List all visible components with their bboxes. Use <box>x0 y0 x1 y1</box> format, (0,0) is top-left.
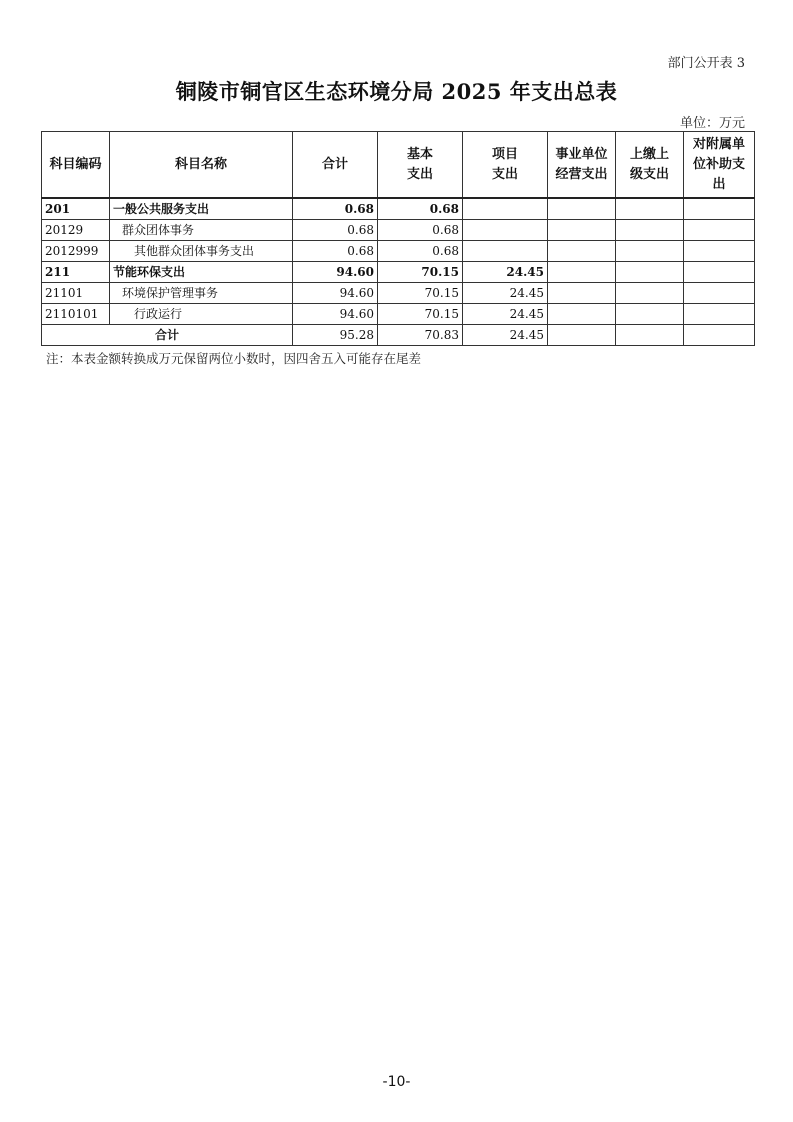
cell-total: 94.60 <box>293 262 378 283</box>
column-header-subsidy: 对附属单 位补助支 出 <box>684 132 755 199</box>
cell-basic: 0.68 <box>378 241 463 262</box>
unit-note: 单位：万元 <box>679 116 745 131</box>
cell-project: 24.45 <box>463 304 548 325</box>
cell-code: 21101 <box>42 283 110 304</box>
cell-name: 其他群众团体事务支出 <box>110 241 293 262</box>
cell-code: 211 <box>42 262 110 283</box>
cell-total: 0.68 <box>293 198 378 220</box>
cell-business <box>548 262 616 283</box>
cell-name: 节能环保支出 <box>110 262 293 283</box>
cell-total: 95.28 <box>293 325 378 346</box>
total-label: 合计 <box>42 325 293 346</box>
expenditure-table <box>41 131 755 346</box>
table-row <box>42 304 755 325</box>
cell-basic: 70.83 <box>378 325 463 346</box>
table-row <box>42 198 755 220</box>
table-row <box>42 262 755 283</box>
footnote: 注：本表金额转换成万元保留两位小数时，因四舍五入可能存在尾差 <box>46 351 422 366</box>
cell-subsidy <box>684 325 755 346</box>
table-header-row <box>42 132 755 199</box>
cell-total: 0.68 <box>293 241 378 262</box>
column-header-name: 科目名称 <box>110 132 293 199</box>
table-total-row <box>42 325 755 346</box>
table-row <box>42 220 755 241</box>
cell-basic: 0.68 <box>378 198 463 220</box>
cell-name: 行政运行 <box>110 304 293 325</box>
cell-project <box>463 198 548 220</box>
cell-basic: 70.15 <box>378 304 463 325</box>
cell-subsidy <box>684 304 755 325</box>
cell-upper <box>616 220 684 241</box>
column-header-business: 事业单位 经营支出 <box>548 132 616 199</box>
cell-basic: 70.15 <box>378 262 463 283</box>
cell-name: 一般公共服务支出 <box>110 198 293 220</box>
cell-business <box>548 283 616 304</box>
cell-upper <box>616 262 684 283</box>
page-number: -10- <box>382 1074 411 1090</box>
cell-business <box>548 198 616 220</box>
cell-total: 94.60 <box>293 304 378 325</box>
table-row <box>42 283 755 304</box>
cell-total: 94.60 <box>293 283 378 304</box>
cell-name: 环境保护管理事务 <box>110 283 293 304</box>
cell-code: 201 <box>42 198 110 220</box>
cell-business <box>548 304 616 325</box>
cell-project: 24.45 <box>463 283 548 304</box>
cell-upper <box>616 325 684 346</box>
cell-basic: 0.68 <box>378 220 463 241</box>
cell-name: 群众团体事务 <box>110 220 293 241</box>
column-header-project: 项目 支出 <box>463 132 548 199</box>
cell-project <box>463 220 548 241</box>
column-header-code: 科目编码 <box>42 132 110 199</box>
column-header-total: 合计 <box>293 132 378 199</box>
cell-upper <box>616 241 684 262</box>
cell-basic: 70.15 <box>378 283 463 304</box>
column-header-upper: 上缴上 级支出 <box>616 132 684 199</box>
cell-code: 2012999 <box>42 241 110 262</box>
cell-code: 2110101 <box>42 304 110 325</box>
cell-subsidy <box>684 220 755 241</box>
cell-total: 0.68 <box>293 220 378 241</box>
cell-business <box>548 325 616 346</box>
cell-subsidy <box>684 283 755 304</box>
cell-business <box>548 220 616 241</box>
cell-project <box>463 241 548 262</box>
cell-upper <box>616 304 684 325</box>
cell-code: 20129 <box>42 220 110 241</box>
cell-upper <box>616 283 684 304</box>
page-tag: 部门公开表 3 <box>667 56 745 71</box>
cell-subsidy <box>684 262 755 283</box>
cell-business <box>548 241 616 262</box>
table-row <box>42 241 755 262</box>
cell-subsidy <box>684 198 755 220</box>
cell-upper <box>616 198 684 220</box>
cell-project: 24.45 <box>463 325 548 346</box>
page-title: 铜陵市铜官区生态环境分局 2025 年支出总表 <box>175 79 618 104</box>
cell-subsidy <box>684 241 755 262</box>
cell-project: 24.45 <box>463 262 548 283</box>
column-header-basic: 基本 支出 <box>378 132 463 199</box>
